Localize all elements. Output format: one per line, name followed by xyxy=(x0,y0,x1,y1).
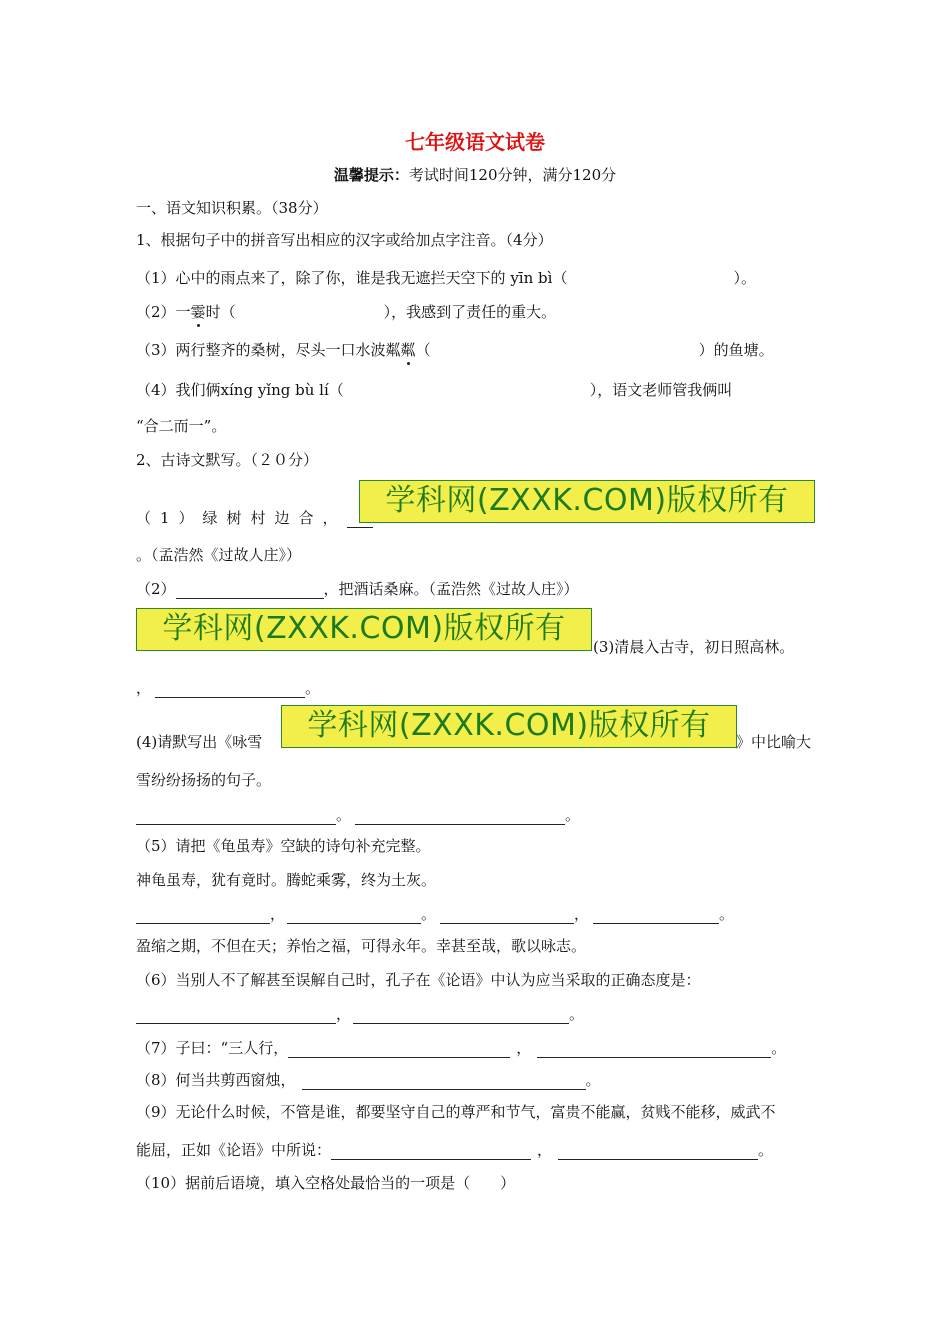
q2-p9-text: 能屈，正如《论语》中所说： xyxy=(136,1141,332,1159)
q2-p1-source: 。（孟浩然《过故人庄》） xyxy=(136,546,302,564)
q2-p9-c1: ， xyxy=(537,1141,553,1159)
q1-item1-open: （ xyxy=(552,269,568,287)
q1-item3-text: （3）两行整齐的桑树，尽头一口水波粼 xyxy=(136,341,401,359)
q2-p4-cont: 雪纷纷扬扬的句子。 xyxy=(136,771,272,789)
section1-heading: 一、语文知识积累。（38分） xyxy=(136,199,328,217)
q2-p4-blank-1[interactable] xyxy=(136,808,336,825)
q1-item3-open: （ xyxy=(415,341,431,359)
q2-p5-stem: （5）请把《龟虽寿》空缺的诗句补充完整。 xyxy=(136,837,431,855)
q1-item2-text: （2）一 xyxy=(136,303,191,321)
q1-item1 xyxy=(136,268,756,288)
q2-p4-answer xyxy=(136,805,580,825)
q2-p7-c1: ， xyxy=(516,1039,532,1057)
q2-p4: (4)请默写出《咏雪 xyxy=(136,733,263,751)
q1-item3-post: ）的鱼塘。 xyxy=(698,341,774,359)
q2-p9-line1: （9）无论什么时候，不管是谁，都要坚守自己的尊严和节气，富贵不能赢，贫贱不能移，威武不 xyxy=(136,1103,776,1121)
q2-p4-blank-2[interactable] xyxy=(355,808,565,825)
q2-p5-blank-2[interactable] xyxy=(287,907,421,924)
watermark-logo: 学科网(ZXXK.COM)版权所有 xyxy=(136,608,592,651)
tip-label: 温馨提示： xyxy=(333,166,409,184)
q2-p5-line3: 盈缩之期，不但在天；养怡之福，可得永年。幸甚至哉，歌以咏志。 xyxy=(136,937,587,955)
q2-p3-comma: ， xyxy=(136,679,152,697)
q2-p5-c4: 。 xyxy=(719,905,735,923)
q1-item4-pinyin: xíng yǐng bù lí xyxy=(220,381,329,399)
q2-p6-c2: 。 xyxy=(569,1005,585,1023)
q2-p4-end: 。 xyxy=(565,806,581,824)
exam-tip xyxy=(0,164,950,185)
q2-p6-blank-1[interactable] xyxy=(136,1007,336,1024)
q2-p5-c2: 。 xyxy=(421,905,437,923)
q1-item4-post: ），语文老师管我俩叫 xyxy=(589,381,733,399)
q2-p3: (3)清晨入古寺，初日照高林。 xyxy=(593,638,795,656)
q1-item1-text: （1）心中的雨点来了，除了你，谁是我无遮拦天空下的 xyxy=(136,269,506,287)
q2-p7-blank-2[interactable] xyxy=(537,1041,771,1058)
q2-p1-text: （1）绿树村边合， xyxy=(136,509,347,527)
q2-p5-c1: ， xyxy=(270,905,286,923)
q2-p6-answer xyxy=(136,1004,584,1024)
q1-item4 xyxy=(136,380,732,400)
watermark-logo: 学科网(ZXXK.COM)版权所有 xyxy=(359,480,815,523)
tip-text: 考试时间120分钟，满分120分 xyxy=(408,166,617,184)
q2-p6-stem: （6）当别人不了解甚至误解自己时，孔子在《论语》中认为应当采取的正确态度是： xyxy=(136,971,701,989)
exam-title: 七年级语文试卷 xyxy=(405,130,545,154)
q2-p2-text: ，把酒话桑麻。（孟浩然《过故人庄》） xyxy=(323,580,579,598)
q1-item2-mid: 时（ xyxy=(205,303,236,321)
q2-p6-c1: ， xyxy=(336,1005,352,1023)
q2-p7-c2: 。 xyxy=(771,1039,787,1057)
q2-p3-period: 。 xyxy=(305,679,321,697)
q2-p1 xyxy=(136,508,373,528)
q2-p9-blank-2[interactable] xyxy=(558,1143,758,1160)
q1-item2-dotted-char: 霎 xyxy=(190,303,206,321)
q1-item4-open: （ xyxy=(328,381,344,399)
q1-item3 xyxy=(136,340,774,360)
q2-p8-post: 。 xyxy=(585,1071,601,1089)
q2-p8-blank[interactable] xyxy=(302,1073,586,1090)
q2-p7-blank-1[interactable] xyxy=(288,1041,510,1058)
q2-p10: （10）据前后语境，填入空格处最恰当的一项是（ ） xyxy=(136,1174,516,1192)
q2-stem: 2、古诗文默写。（２０分） xyxy=(136,451,319,469)
q1-item1-close: ）。 xyxy=(733,269,756,287)
q2-p8-text: （8）何当共剪西窗烛， xyxy=(136,1071,296,1089)
q2-p9-line2 xyxy=(136,1140,773,1160)
q1-stem: 1、根据句子中的拼音写出相应的汉字或给加点字注音。（4分） xyxy=(136,231,553,249)
q2-p6-blank-2[interactable] xyxy=(353,1007,569,1024)
q2-p2 xyxy=(136,579,579,599)
q2-p7-text: （7）子曰：“三人行， xyxy=(136,1039,289,1057)
q1-item4-cont: “合二而一”。 xyxy=(136,417,227,435)
q2-p4-post: 》中比喻大 xyxy=(736,733,812,751)
q2-p5-c3: ， xyxy=(574,905,590,923)
q1-item1-pinyin: yīn bì xyxy=(510,269,553,287)
q1-item4-text: （4）我们俩 xyxy=(136,381,221,399)
q2-p2-blank[interactable] xyxy=(176,582,324,599)
q2-p4-sep: 。 xyxy=(336,806,352,824)
q2-p9-c2: 。 xyxy=(758,1141,774,1159)
q2-p5-line1: 神龟虽寿，犹有竟时。腾蛇乘雾，终为土灰。 xyxy=(136,871,437,889)
q1-item2-post: ），我感到了责任的重大。 xyxy=(383,303,557,321)
q2-p9-blank-1[interactable] xyxy=(331,1143,531,1160)
q2-p7 xyxy=(136,1038,786,1058)
q2-p3-cont xyxy=(136,678,320,698)
watermark-logo: 学科网(ZXXK.COM)版权所有 xyxy=(281,705,737,748)
q2-p5-blank-3[interactable] xyxy=(440,907,574,924)
q2-p8 xyxy=(136,1070,601,1090)
q1-item3-dotted-char: 粼 xyxy=(400,341,416,359)
q2-p2-label: （2） xyxy=(136,580,176,598)
q2-p5-blank-4[interactable] xyxy=(593,907,719,924)
q1-item2 xyxy=(136,302,556,322)
q2-p5-blank-1[interactable] xyxy=(136,907,270,924)
q2-p3-blank[interactable] xyxy=(155,681,305,698)
q2-p5-answer xyxy=(136,904,734,924)
